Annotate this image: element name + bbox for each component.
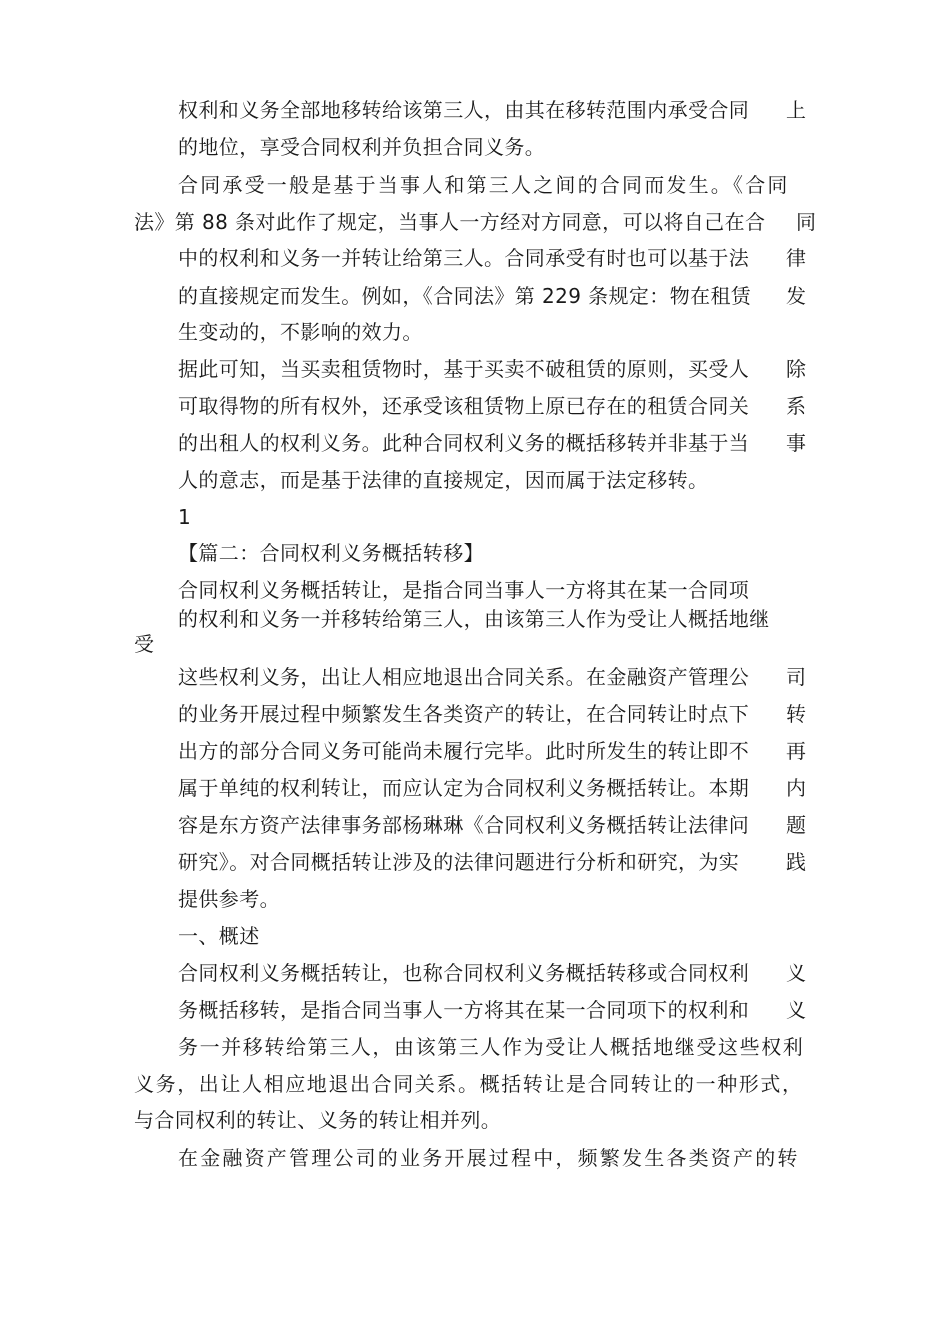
text-line: 与合同权利的转让、义务的转让相并列。: [134, 1108, 502, 1132]
text-line: 据此可知，当买卖租赁物时，基于买卖不破租赁的原则，买受人: [178, 357, 750, 381]
text-line: 上: [786, 98, 807, 122]
text-line: 的直接规定而发生。例如，《合同法》第 229 条规定：物在租赁: [178, 284, 752, 308]
text-line: 题: [786, 813, 807, 837]
text-line: 生变动的，不影响的效力。: [178, 320, 423, 344]
text-line: 法》第 88 条对此作了规定，当事人一方经对方同意，可以将自己在合: [134, 210, 766, 234]
text-line: 受: [134, 632, 155, 656]
text-line: 容是东方资产法律事务部杨琳琳《合同权利义务概括转让法律问: [178, 813, 750, 837]
text-line: 研究》。对合同概括转让涉及的法律问题进行分析和研究，为实: [178, 850, 740, 874]
text-line: 系: [786, 394, 807, 418]
text-line: 发: [786, 284, 807, 308]
text-line: 中的权利和义务一并转让给第三人。合同承受有时也可以基于法: [178, 246, 750, 270]
text-line: 内: [786, 776, 807, 800]
text-line: 合同权利义务概括转让，是指合同当事人一方将其在某一合同项: [178, 578, 750, 602]
text-line: 再: [786, 739, 807, 763]
text-line: 务一并移转给第三人，由该第三人作为受让人概括地继受这些权利: [178, 1035, 805, 1059]
text-line: 的业务开展过程中频繁发生各类资产的转让，在合同转让时点下: [178, 702, 750, 726]
section-heading: 【篇二：合同权利义务概括转移】: [178, 541, 484, 565]
text-line: 属于单纯的权利转让，而应认定为合同权利义务概括转让。本期: [178, 776, 750, 800]
text-line: 事: [786, 431, 807, 455]
text-line: 可取得物的所有权外，还承受该租赁物上原已存在的租赁合同关: [178, 394, 750, 418]
text-line: 这些权利义务，出让人相应地退出合同关系。在金融资产管理公: [178, 665, 750, 689]
text-line: 转: [786, 702, 807, 726]
text-line: 提供参考。: [178, 887, 280, 911]
text-line: 的地位，享受合同权利并负担合同义务。: [178, 135, 546, 159]
text-line: 出方的部分合同义务可能尚未履行完毕。此时所发生的转让即不: [178, 739, 750, 763]
text-line: 义务，出让人相应地退出合同关系。概括转让是合同转让的一种形式，: [134, 1072, 804, 1096]
page-number: 1: [178, 505, 192, 529]
text-line: 的权利和义务一并移转给第三人，由该第三人作为受让人概括地继: [178, 607, 770, 631]
text-line: 在金融资产管理公司的业务开展过程中，频繁发生各类资产的转: [178, 1146, 800, 1170]
text-line: 司: [786, 665, 807, 689]
text-line: 践: [786, 850, 807, 874]
text-line: 除: [786, 357, 807, 381]
text-line: 合同承受一般是基于当事人和第三人之间的合同而发生。《合同: [178, 173, 790, 197]
text-line: 义: [786, 961, 807, 985]
text-line: 义: [786, 998, 807, 1022]
text-line: 人的意志，而是基于法律的直接规定，因而属于法定移转。: [178, 468, 709, 492]
text-line: 权利和义务全部地移转给该第三人，由其在移转范围内承受合同: [178, 98, 750, 122]
text-line: 律: [786, 246, 807, 270]
text-line: 的出租人的权利义务。此种合同权利义务的概括移转并非基于当: [178, 431, 750, 455]
text-line: 务概括移转，是指合同当事人一方将其在某一合同项下的权利和: [178, 998, 750, 1022]
section-heading: 一、概述: [178, 924, 260, 948]
text-line: 合同权利义务概括转让，也称合同权利义务概括转移或合同权利: [178, 961, 750, 985]
text-line: 同: [796, 210, 817, 234]
